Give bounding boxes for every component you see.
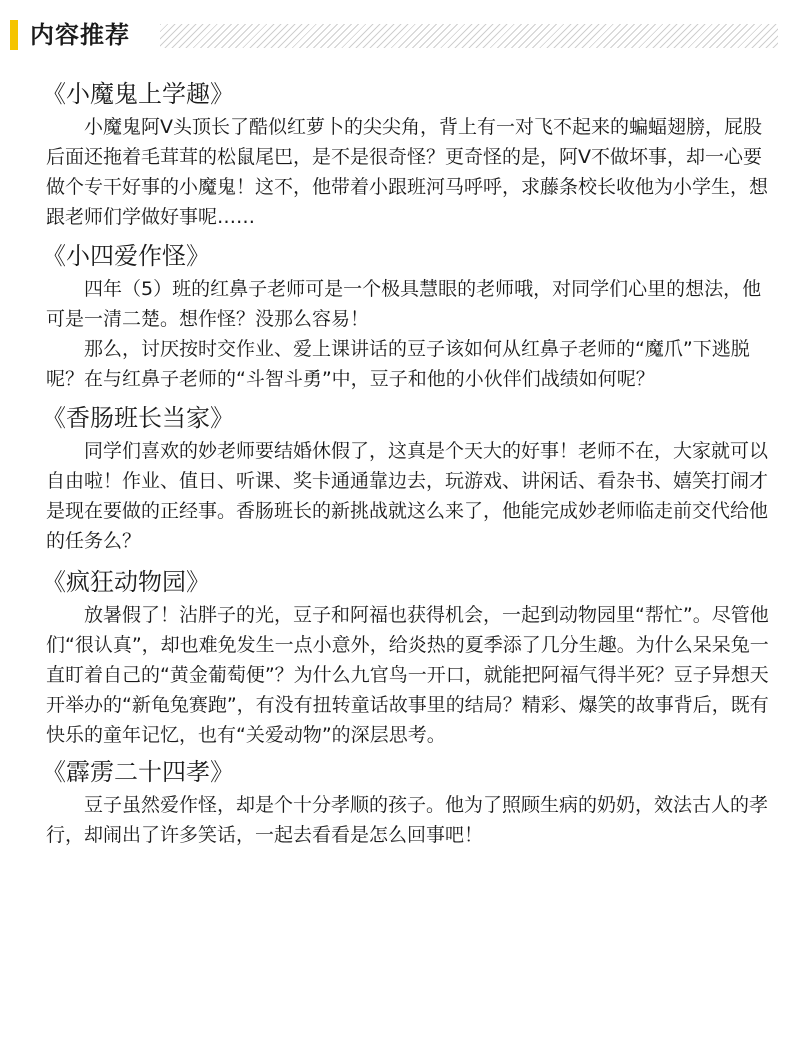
header-stripe-decoration bbox=[160, 24, 778, 48]
book-title: 《疯狂动物园》 bbox=[42, 568, 210, 596]
book-entry bbox=[42, 564, 770, 750]
book-description: 放暑假了！沾胖子的光，豆子和阿福也获得机会，一起到动物园里“帮忙”。尽管他们“很认真”，却也难免发生一点小意外，给炎热的夏季添了几分生趣。为什么呆呆兔一直盯着自己的“黄金葡萄便”？为什么九官鸟一开口，就能把阿福气得半死？豆子异想天开举办的“新龟兔赛跑”，有没有扭转童话故事里的结局？精彩、爆笑的故事背后，既有快乐的童年记忆，也有“关爱动物”的深层思考。 bbox=[46, 604, 769, 746]
recommendation-list bbox=[42, 76, 770, 850]
section-header bbox=[10, 18, 778, 52]
book-entry bbox=[42, 76, 770, 232]
book-title: 《霹雳二十四孝》 bbox=[42, 758, 234, 786]
book-description: 那么，讨厌按时交作业、爱上课讲话的豆子该如何从红鼻子老师的“魔爪”下逃脱呢？在与红鼻子老师的“斗智斗勇”中，豆子和他的小伙伴们战绩如何呢？ bbox=[46, 338, 750, 390]
book-title: 《香肠班长当家》 bbox=[42, 404, 234, 432]
book-description: 同学们喜欢的妙老师要结婚休假了，这真是个天大的好事！老师不在，大家就可以自由啦！作业、值日、听课、奖卡通通靠边去，玩游戏、讲闲话、看杂书、嬉笑打闹才是现在要做的正经事。香肠班长的新挑战就这么来了，他能完成妙老师临走前交代给他的任务么？ bbox=[46, 440, 769, 552]
book-title: 《小四爱作怪》 bbox=[42, 242, 210, 270]
book-description: 四年（5）班的红鼻子老师可是一个极具慧眼的老师哦，对同学们心里的想法，他可是一清二楚。想作怪？没那么容易！ bbox=[46, 278, 762, 330]
book-entry bbox=[42, 400, 770, 556]
section-title: 内容推荐 bbox=[30, 21, 130, 49]
book-entry bbox=[42, 238, 770, 394]
book-description: 小魔鬼阿V头顶长了酷似红萝卜的尖尖角，背上有一对飞不起来的蝙蝠翅膀，屁股后面还拖着毛茸茸的松鼠尾巴，是不是很奇怪？更奇怪的是，阿V不做坏事，却一心要做个专干好事的小魔鬼！这不，他带着小跟班河马呼呼，求藤条校长收他为小学生，想跟老师们学做好事呢…… bbox=[46, 116, 769, 228]
book-description: 豆子虽然爱作怪，却是个十分孝顺的孩子。他为了照顾生病的奶奶，效法古人的孝行，却闹出了许多笑话，一起去看看是怎么回事吧！ bbox=[46, 794, 769, 846]
book-entry bbox=[42, 754, 770, 850]
book-title: 《小魔鬼上学趣》 bbox=[42, 80, 234, 108]
header-accent-bar bbox=[10, 20, 18, 50]
